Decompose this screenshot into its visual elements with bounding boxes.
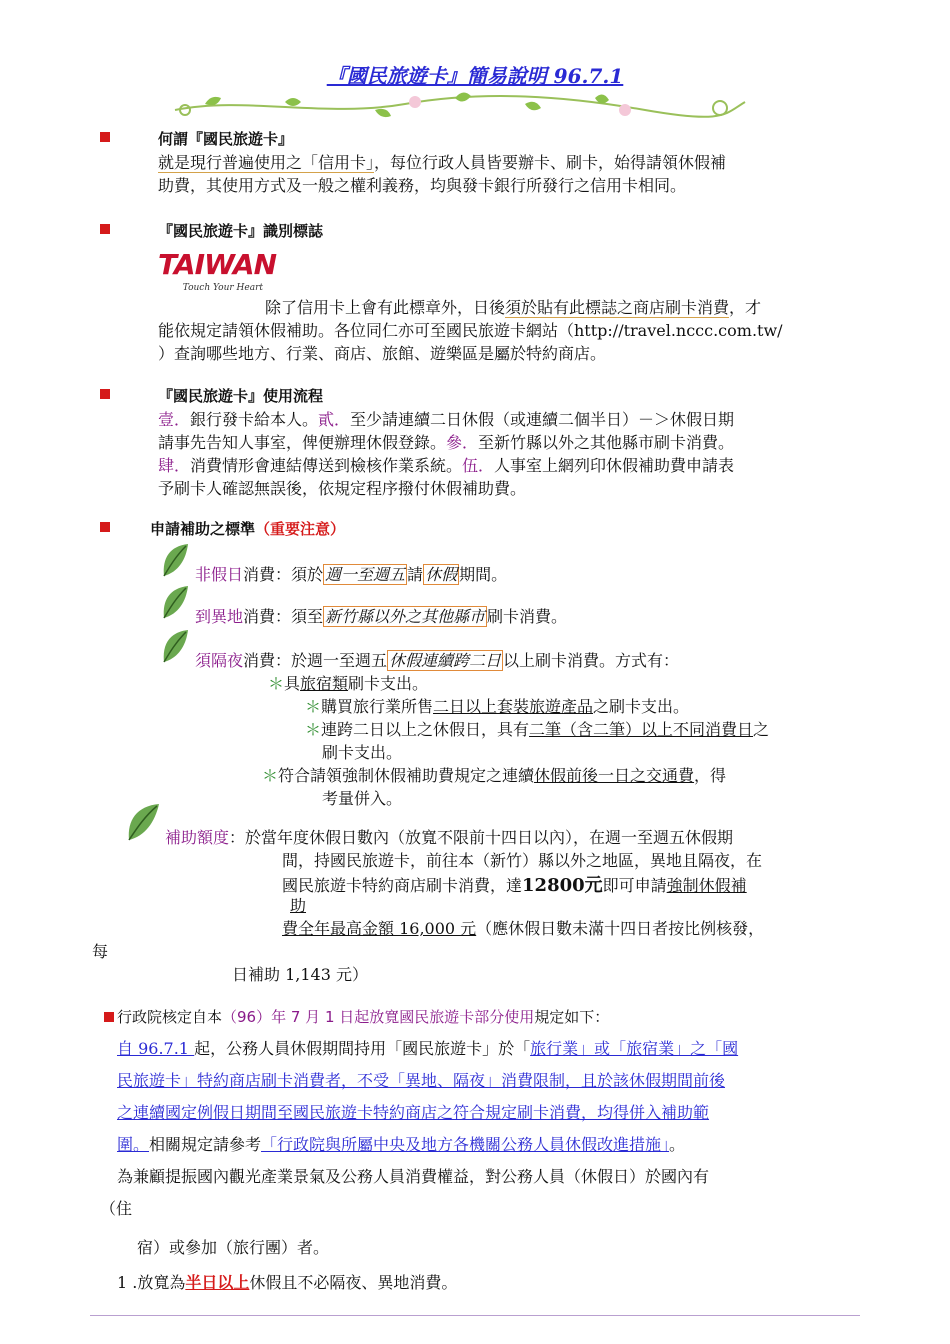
paragraph-line: 國民旅遊卡特約商店刷卡消費，達12800元即可申請強制休假補 <box>282 875 747 896</box>
vine-divider-icon <box>165 88 755 128</box>
paragraph-line: 宿）或參加（旅行團）者。 <box>137 1238 330 1257</box>
paragraph-line: 民旅遊卡」特約商店刷卡消費者，不受「異地、隔夜」消費限制，且於該休假期間前後 <box>117 1071 726 1090</box>
section-heading: 何謂『國民旅遊卡』 <box>158 130 294 148</box>
rule-line: 到異地消費：須至 新竹縣以外之其他縣市 刷卡消費。 <box>195 607 568 626</box>
paragraph-line: ）查詢哪些地方、行業、商店、旅館、遊樂區是屬於特約商店。 <box>158 344 607 363</box>
leaf-icon <box>125 800 163 844</box>
paragraph-line: 日補助 1,143 元） <box>232 965 368 984</box>
leaf-icon <box>160 540 192 580</box>
section-bullet-icon <box>100 132 110 142</box>
section-heading: 申請補助之標準（重要注意） <box>150 520 346 538</box>
section-heading: 行政院核定自本（96）年 7 月 1 日起放寬國民旅遊卡部分使用規定如下： <box>117 1008 610 1026</box>
section-bullet-icon <box>100 224 110 234</box>
section-heading: 『國民旅遊卡』使用流程 <box>158 387 324 405</box>
option-line: ＊具旅宿類刷卡支出。 <box>268 674 429 693</box>
option-line: 考量併入。 <box>322 789 403 808</box>
bottom-divider <box>90 1315 860 1316</box>
paragraph-line: 予刷卡人確認無誤後，依規定程序撥付休假補助費。 <box>158 479 527 498</box>
paragraph-line: 能依規定請領休假補助。各位同仁亦可至國民旅遊卡網站（http://travel.nccc.com.tw/ <box>158 321 783 340</box>
paragraph-line: 肆．消費情形會連結傳送到檢核作業系統。伍．人事室上網列印休假補助費申請表 <box>158 456 735 475</box>
paragraph-line: 就是現行普遍使用之「信用卡」，每位行政人員皆要辦卡、刷卡，始得請領休假補 <box>158 153 727 172</box>
option-line: ＊購買旅行業所售二日以上套裝旅遊產品之刷卡支出。 <box>305 697 690 716</box>
paragraph-line: 除了信用卡上會有此標章外，日後須於貼有此標誌之商店刷卡消費，才 <box>265 298 762 317</box>
section-bullet-icon <box>100 522 110 532</box>
paragraph-line: 自 96.7.1 起，公務人員休假期間持用「國民旅遊卡」於「旅行業」或「旅宿業」之「國 <box>117 1039 739 1058</box>
paragraph-line: 為兼顧提振國內觀光產業景氣及公務人員消費權益，對公務人員（休假日）於國內有 <box>117 1167 710 1186</box>
paragraph-line: 助費，其使用方式及一般之權利義務，均與發卡銀行所發行之信用卡相同。 <box>158 176 687 195</box>
paragraph-line: 之連續國定例假日期間至國民旅遊卡特約商店之符合規定刷卡消費，均得併入補助範 <box>117 1103 710 1122</box>
rule-line: 須隔夜消費：於週一至週五 休假連續跨二日 以上刷卡消費。方式有： <box>195 651 680 670</box>
leaf-icon <box>160 582 192 622</box>
paragraph-line: 請事先告知人事室，俾便辦理休假登錄。參．至新竹縣以外之其他縣市刷卡消費。 <box>158 433 735 452</box>
option-line: 刷卡支出。 <box>322 743 403 762</box>
leaf-icon <box>160 626 192 666</box>
paragraph-line: 助 <box>290 896 307 915</box>
paragraph-line: 圍。相關規定請參考「行政院與所屬中央及地方各機關公務人員休假改進措施」。 <box>117 1135 686 1154</box>
option-line: ＊連跨二日以上之休假日，具有二筆（含二筆）以上不同消費日之 <box>305 720 770 739</box>
paragraph-line: 間，持國民旅遊卡，前往本（新竹）縣以外之地區，異地且隔夜，在 <box>282 851 763 870</box>
page-title: 『國民旅遊卡』簡易說明 96.7.1 <box>326 64 624 88</box>
section-bullet-icon <box>100 389 110 399</box>
option-line: ＊符合請領強制休假補助費規定之連續休假前後一日之交通費，得 <box>262 766 727 785</box>
section-bullet-icon <box>104 1012 114 1022</box>
paragraph-line: 補助額度：於當年度休假日數內（放寬不限前十四日以內），在週一至週五休假期 <box>165 828 734 847</box>
paragraph-line: 費全年最高金額 16,000 元（應休假日數未滿十四日者按比例核發， <box>282 919 765 938</box>
taiwan-logo: TAIWAN Touch Your Heart <box>158 248 277 293</box>
paragraph-line: 壹．銀行發卡給本人。貳．至少請連續二日休假（或連續二個半日）－＞休假日期 <box>158 410 735 429</box>
section-heading: 『國民旅遊卡』識別標誌 <box>158 222 324 240</box>
paragraph-line: 1 .放寬為半日以上休假且不必隔夜、異地消費。 <box>117 1273 458 1292</box>
paragraph-line: 每 <box>92 942 109 961</box>
paragraph-line: （住 <box>100 1199 133 1218</box>
rule-line: 非假日消費：須於 週一至週五 請 休假 期間。 <box>195 565 508 584</box>
